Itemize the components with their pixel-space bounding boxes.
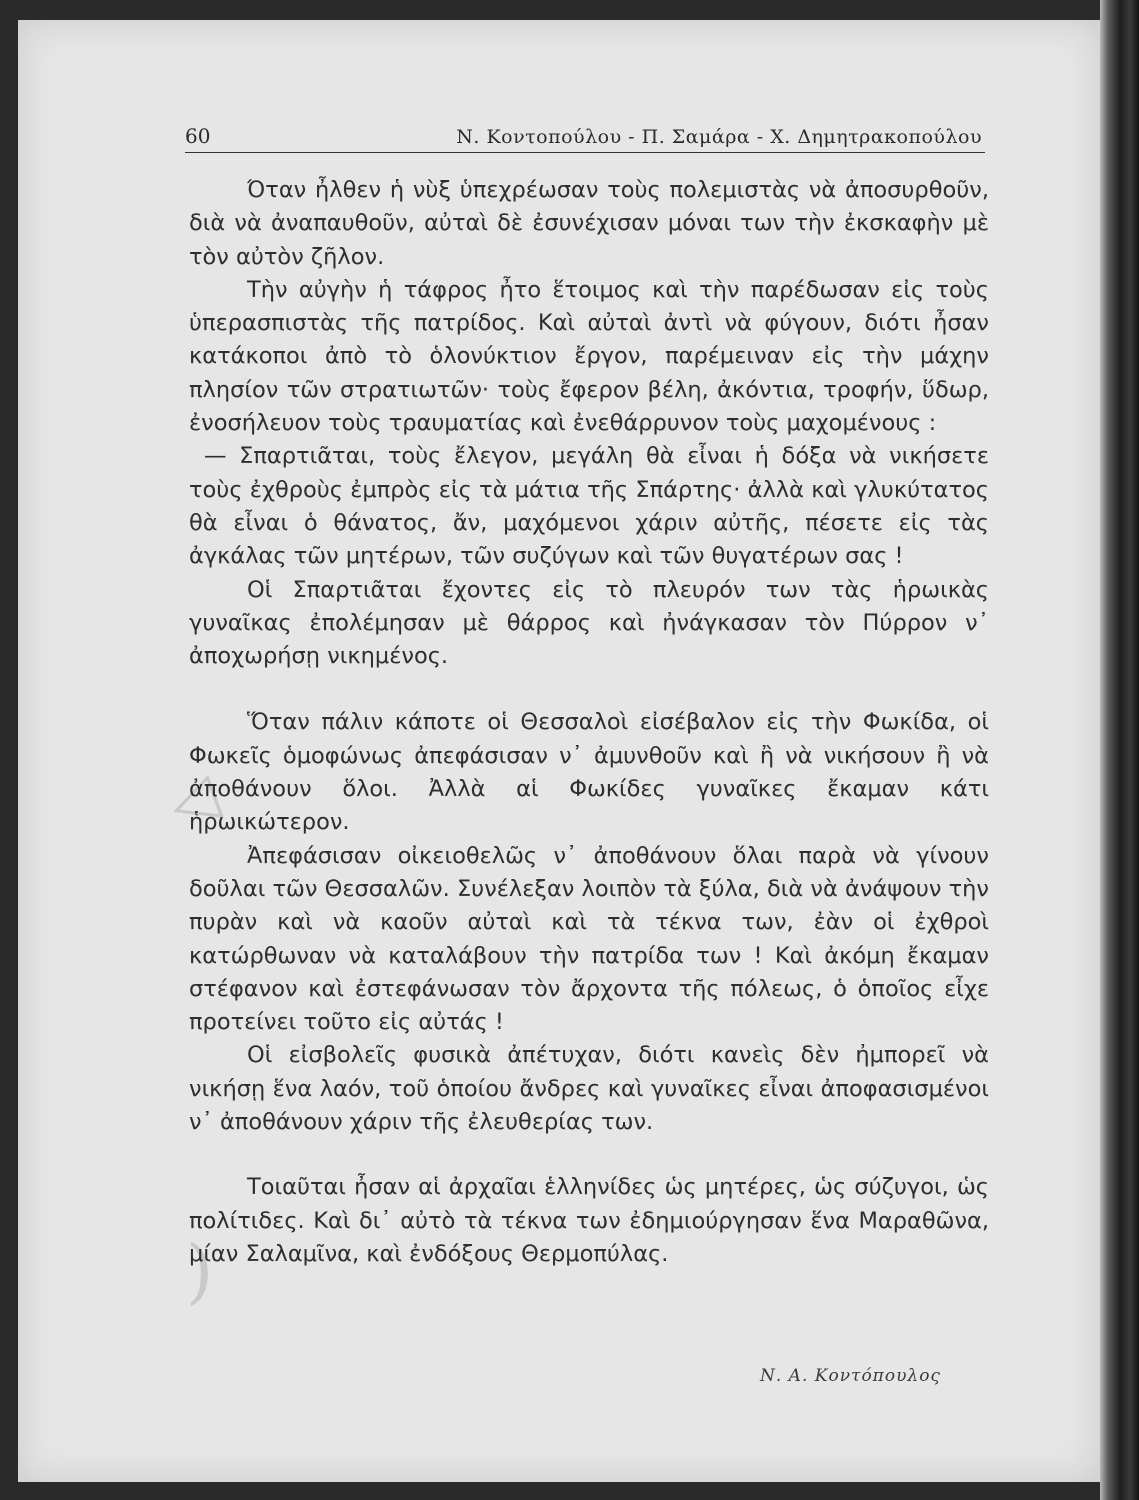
running-header [185, 122, 985, 153]
paragraph: Οἱ εἰσβολεῖς φυσικὰ ἀπέτυχαν, διότι κανεὶς δὲν ἠμπορεῖ νὰ νικήσῃ ἕνα λαόν, τοῦ ὁποίου ἄνδρες καὶ γυναῖκες εἶναι ἀποφασισμένοι ν᾽ ἀποθάνουν χάριν τῆς ἐλευθερίας των. [189, 1042, 989, 1136]
paragraph: Οἱ Σπαρτιᾶται ἔχοντες εἰς τὸ πλευρόν των τὰς ἡρωικὰς γυναῖκας ἐπολέμησαν μὲ θάρρος καὶ ἠνάγκασαν τὸν Πύρρον ν᾽ ἀποχωρήσῃ νικημένος. [189, 576, 989, 670]
paragraph: Ἀπεφάσισαν οἰκειοθελῶς ν᾽ ἀποθάνουν ὅλαι παρὰ νὰ γίνουν δοῦλαι τῶν Θεσσαλῶν. Συνέλεξαν λοιπὸν τὰ ξύλα, διὰ νὰ ἀνάψουν τὴν πυρὰν καὶ νὰ καοῦν αὐταὶ καὶ τὰ τέκνα των, ἐὰν οἱ ἐχθροὶ κατώρθωναν νὰ καταλάβουν τὴν πατρίδα των ! Καὶ ἀκόμη ἔκαμαν στέφανον καὶ ἐστεφάνωσαν τὸν ἄρχοντα τῆς πόλεως, ὁ ὁποῖος εἶχε προτείνει τοῦτο εἰς αὐτάς ! [189, 842, 989, 1036]
pencil-mark: ◁ [159, 759, 227, 841]
paragraph: Τὴν αὐγὴν ἡ τάφρος ἦτο ἕτοιμος καὶ τὴν παρέδωσαν εἰς τοὺς ὑπερασπιστὰς τῆς πατρίδος. Καὶ αὐταὶ ἀντὶ νὰ φύγουν, διότι ἦσαν κατάκοποι ἀπὸ τὸ ὁλονύκτιον ἔργον, παρέμειναν εἰς τὴν μάχην πλησίον τῶν στρατιωτῶν· τοὺς ἔφερον βέλη, ἀκόντια, τροφήν, ὕδωρ, ἐνοσήλευον τοὺς τραυματίας καὶ ἐνεθάρρυνον τοὺς μαχομένους : [189, 276, 989, 437]
section-gap [189, 673, 989, 706]
body-text [189, 174, 989, 1271]
pencil-mark: ) [186, 1230, 214, 1312]
paragraph: Τοιαῦται ἦσαν αἱ ἀρχαῖαι ἑλληνίδες ὡς μητέρες, ὡς σύζυγοι, ὡς πολίτιδες. Καὶ δι᾽ αὐτὸ τὰ τέκνα των ἐδημιούργησαν ἕνα Μαραθῶνα, μίαν Σαλαμῖνα, καὶ ἐνδόξους Θερμοπύλας. [189, 1174, 989, 1267]
header-authors: Ν. Κοντοπούλου - Π. Σαμάρα - Χ. Δημητρακοπούλου [456, 126, 982, 148]
section-gap [189, 1139, 989, 1171]
paragraph: Όταν ἦλθεν ἡ νὺξ ὑπεχρέωσαν τοὺς πολεμιστὰς νὰ ἀποσυρθοῦν, διὰ νὰ ἀναπαυθοῦν, αὐταὶ δὲ ἐσυνέχισαν μόναι των τὴν ἐκσκαφὴν μὲ τὸν αὐτὸν ζῆλον. [189, 177, 989, 270]
paragraph: Ὅταν πάλιν κάποτε οἱ Θεσσαλοὶ εἰσέβαλον εἰς τὴν Φωκίδα, οἱ Φωκεῖς ὁμοφώνως ἀπεφάσισαν ν᾽ ἀμυνθοῦν καὶ ἢ νὰ νικήσουν ἢ νὰ ἀποθάνουν ὅλοι. Ἀλλὰ αἱ Φωκίδες γυναῖκες ἔκαμαν κάτι ἡρωικώτερον. [189, 709, 989, 836]
book-spine [1100, 0, 1139, 1500]
page-number: 60 [185, 124, 211, 148]
author-signature: Ν. Α. Κοντόπουλος [760, 1366, 941, 1386]
paragraph: — Σπαρτιᾶται, τοὺς ἔλεγον, μεγάλη θὰ εἶναι ἡ δόξα νὰ νικήσετε τοὺς ἐχθροὺς ἐμπρὸς εἰς τὰ μάτια τῆς Σπάρτης· ἀλλὰ καὶ γλυκύτατος θὰ εἶναι ὁ θάνατος, ἄν, μαχόμενοι χάριν αὐτῆς, πέσετε εἰς τὰς ἀγκάλας τῶν μητέρων, τῶν συζύγων καὶ τῶν θυγατέρων σας ! [189, 443, 989, 570]
